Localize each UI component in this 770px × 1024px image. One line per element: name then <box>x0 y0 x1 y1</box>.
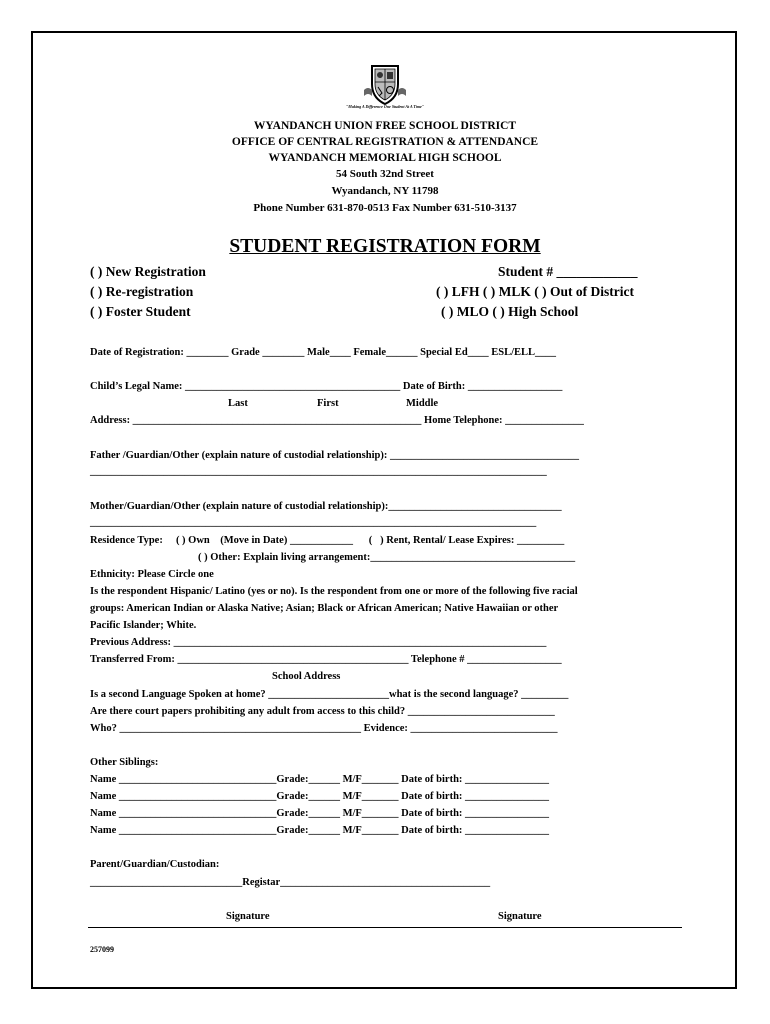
court-papers-row[interactable]: Are there court papers prohibiting any adult from access to this child? ____________________________ <box>90 706 555 717</box>
who-evidence-row[interactable]: Who? ______________________________________________ Evidence: ____________________________ <box>90 723 558 734</box>
ethnicity-question-line1: Is the respondent Hispanic/ Latino (yes or no). Is the respondent from one or more of the following five racial <box>90 586 578 597</box>
district-motto: "Making A Difference One Student At A Time" <box>346 104 424 109</box>
form-title: STUDENT REGISTRATION FORM <box>229 236 541 257</box>
mother-guardian-line2[interactable]: _____________________________________________________________________________________ <box>90 517 537 528</box>
school-name: WYANDANCH MEMORIAL HIGH SCHOOL <box>268 152 502 164</box>
residence-type-row[interactable]: Residence Type: ( ) Own (Move in Date) ____________ ( ) Rent, Rental/ Lease Expires: _________ <box>90 535 565 546</box>
previous-address-row[interactable]: Previous Address: _______________________________________________________________________ <box>90 637 547 648</box>
date-of-registration-row[interactable]: Date of Registration: ________ Grade ________ Male____ Female______ Special Ed____ ESL/ELL____ <box>90 347 557 358</box>
form-code: 257099 <box>90 945 114 954</box>
city-address: Wyandanch, NY 11798 <box>331 185 439 197</box>
name-first-label: First <box>317 398 339 409</box>
district-seal-logo <box>360 60 410 110</box>
ethnicity-heading: Ethnicity: Please Circle one <box>90 569 214 580</box>
ethnicity-question-line3: Pacific Islander; White. <box>90 620 197 631</box>
option-school-lfh-mlk[interactable]: ( ) LFH ( ) MLK ( ) Out of District <box>436 284 634 299</box>
sibling-row[interactable]: Name ______________________________Grade:______ M/F_______ Date of birth: ________________ <box>90 791 550 802</box>
phone-fax: Phone Number 631-870-0513 Fax Number 631-510-3137 <box>253 202 517 214</box>
name-last-label: Last <box>228 398 248 409</box>
ethnicity-question-line2: groups: American Indian or Alaska Native; Asian; Black or African American; Native Hawaiian or other <box>90 603 559 614</box>
sibling-row[interactable]: Name ______________________________Grade:______ M/F_______ Date of birth: ________________ <box>90 808 550 819</box>
mother-guardian-row[interactable]: Mother/Guardian/Other (explain nature of custodial relationship):_________________________________ <box>90 501 562 512</box>
residence-other-row[interactable]: ( ) Other: Explain living arrangement:_______________________________________ <box>198 552 576 563</box>
registrar-signature-line[interactable]: _____________________________Registar________________________________________ <box>90 877 491 888</box>
signature-divider <box>88 927 682 928</box>
signature-label-left: Signature <box>226 911 270 922</box>
school-address-label: School Address <box>272 671 341 682</box>
office-name: OFFICE OF CENTRAL REGISTRATION & ATTENDANCE <box>231 136 539 148</box>
legal-name-row[interactable]: Child’s Legal Name: _________________________________________ Date of Birth: __________________ <box>90 381 563 392</box>
seal-icon <box>360 60 410 110</box>
name-middle-label: Middle <box>406 398 439 409</box>
street-address: 54 South 32nd Street <box>336 168 434 180</box>
sibling-row[interactable]: Name ______________________________Grade:______ M/F_______ Date of birth: ________________ <box>90 774 550 785</box>
sibling-row[interactable]: Name ______________________________Grade:______ M/F_______ Date of birth: ________________ <box>90 825 550 836</box>
siblings-heading: Other Siblings: <box>90 757 159 768</box>
parent-guardian-label: Parent/Guardian/Custodian: <box>90 859 220 870</box>
district-name: WYANDANCH UNION FREE SCHOOL DISTRICT <box>253 120 517 132</box>
option-new-registration[interactable]: ( ) New Registration <box>90 264 206 279</box>
option-re-registration[interactable]: ( ) Re-registration <box>90 284 194 299</box>
transferred-from-row[interactable]: Transferred From: ____________________________________________ Telephone # __________________ <box>90 654 562 665</box>
signature-label-right: Signature <box>498 911 542 922</box>
option-foster-student[interactable]: ( ) Foster Student <box>90 304 191 319</box>
letterhead <box>0 118 770 217</box>
second-language-row[interactable]: Is a second Language Spoken at home? _______________________what is the second language? _________ <box>90 689 569 700</box>
address-row[interactable]: Address: _______________________________________________________ Home Telephone: _______________ <box>90 415 584 426</box>
father-guardian-row[interactable]: Father /Guardian/Other (explain nature of custodial relationship): ____________________________________ <box>90 450 579 461</box>
option-school-mlo-hs[interactable]: ( ) MLO ( ) High School <box>441 304 579 319</box>
student-number-field[interactable]: Student # ____________ <box>498 264 638 279</box>
father-guardian-line2[interactable]: _______________________________________________________________________________________ <box>90 466 547 477</box>
